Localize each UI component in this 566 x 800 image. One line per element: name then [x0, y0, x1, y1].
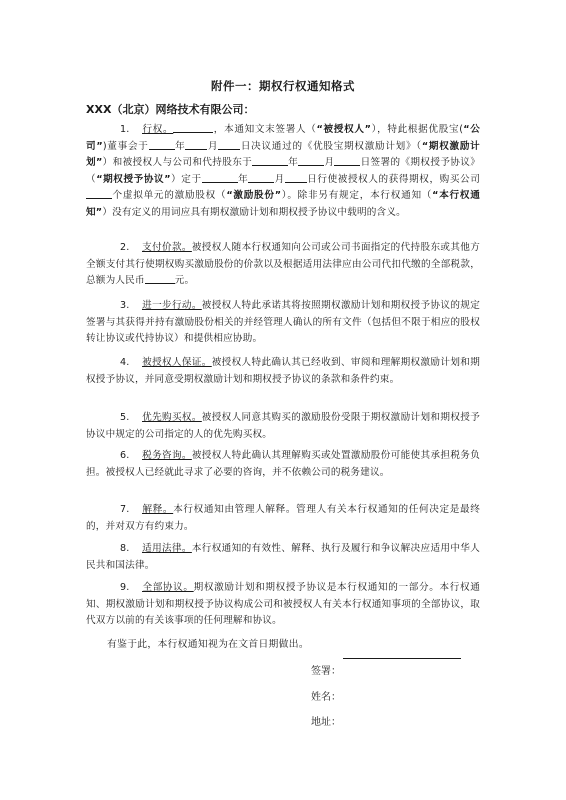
clause-9-entire-agreement: 9. 全部协议。期权激励计划和期权授予协议是本行权通知的一部分。本行权通知、期权激励计划和期权授予协议构成公司和被授权人有关本行权通知事项的全部协议，取代双方以前的有关该事项的任何理解和协议。 [86, 582, 481, 627]
blank-field[interactable] [86, 188, 112, 199]
signature-line[interactable] [343, 658, 461, 659]
clause-heading: 支付价款。 [142, 242, 192, 253]
document-title: 附件一：期权行权通知格式 [211, 79, 355, 93]
blank-field[interactable] [185, 139, 207, 150]
clause-3-further-action: 3. 进一步行动。被授权人特此承诺其将按照期权激励计划和期权授予协议的规定签署与其获得并持有激励股份相关的并经管理人确认的所有文件（包括但不限于相应的股权转让协议或代持协议）和提供相应协助。 [86, 300, 480, 345]
clause-heading: 税务咨询。 [142, 450, 192, 461]
clause-1-exercise: 1. 行权。 ，本通知文末签署人（“被授权人”），特此根据优股宝(“公司”)董事会于 年 月 日决议通过的《优股宝期权激励计划》（“期权激励计划”）和被授权人与公司和代持股东于 年 月 日签署的《期权授予协议》（“期权授予协议”）定于 年 月 日行使被授权人的获得期权，购买公司个虚拟单元的激励股权（“激励股份”）。除非另有规定，本行权通知（“本行权通知”）没有定义的用词应具有期权激励计划和期权授予协议中载明的含义。 [86, 124, 481, 218]
clause-2-payment: 2. 支付价款。被授权人随本行权通知向公司或公司书面指定的代持股东或其他方全额支付其行使期权购买激励股份的价款以及根据适用法律应由公司代扣代缴的全部税款，总额为人民币 元。 [86, 242, 480, 287]
blank-field[interactable] [202, 172, 238, 183]
clause-5-preemptive-right: 5. 优先购买权。被授权人同意其购买的激励股份受限于期权激励计划和期权授予协议中规定的公司指定的人的优先购买权。 [86, 412, 480, 440]
blank-field[interactable] [252, 155, 288, 166]
clause-heading: 解释。 [142, 504, 174, 515]
blank-field[interactable] [298, 155, 324, 166]
blank-field[interactable] [285, 172, 307, 183]
clause-heading: 进一步行动。 [142, 300, 202, 311]
blank-field[interactable] [248, 172, 274, 183]
clause-heading: 优先购买权。 [142, 412, 202, 423]
clause-7-interpretation: 7. 解释。本行权通知由管理人解释。管理人有关本行权通知的任何决定是最终的，并对双方有约束力。 [86, 504, 481, 532]
clause-heading: 全部协议。 [142, 582, 194, 593]
blank-field[interactable] [145, 273, 175, 284]
addressee: XXX（北京）网络技术有限公司： [86, 103, 255, 116]
blank-field[interactable] [149, 139, 175, 150]
clause-4-grantee-warranty: 4. 被授权人保证。被授权人特此确认其已经收到、审阅和理解期权激励计划和期权授予协议，并同意受期权激励计划和期权授予协议的条款和条件约束。 [86, 357, 480, 385]
closing-statement: 有鉴于此，本行权通知视为在文首日期做出。 [107, 639, 309, 650]
clause-heading: 适用法律。 [142, 543, 192, 554]
blank-field[interactable] [173, 122, 213, 133]
blank-field[interactable] [334, 155, 360, 166]
clause-heading: 行权。 [142, 124, 174, 135]
name-label: 姓名： [311, 692, 341, 703]
address-label: 地址： [311, 717, 341, 728]
blank-field[interactable] [218, 139, 240, 150]
clause-8-governing-law: 8. 适用法律。本行权通知的有效性、解释、执行及履行和争议解决应适用中华人民共和国法律。 [86, 543, 480, 571]
clause-6-tax-advice: 6. 税务咨询。被授权人特此确认其理解购买或处置激励股份可能使其承担税务负担。被授权人已经就此寻求了必要的咨询，并不依赖公司的税务建议。 [86, 450, 480, 478]
signature-label: 签署： [311, 666, 341, 677]
clause-heading: 被授权人保证。 [142, 357, 212, 368]
